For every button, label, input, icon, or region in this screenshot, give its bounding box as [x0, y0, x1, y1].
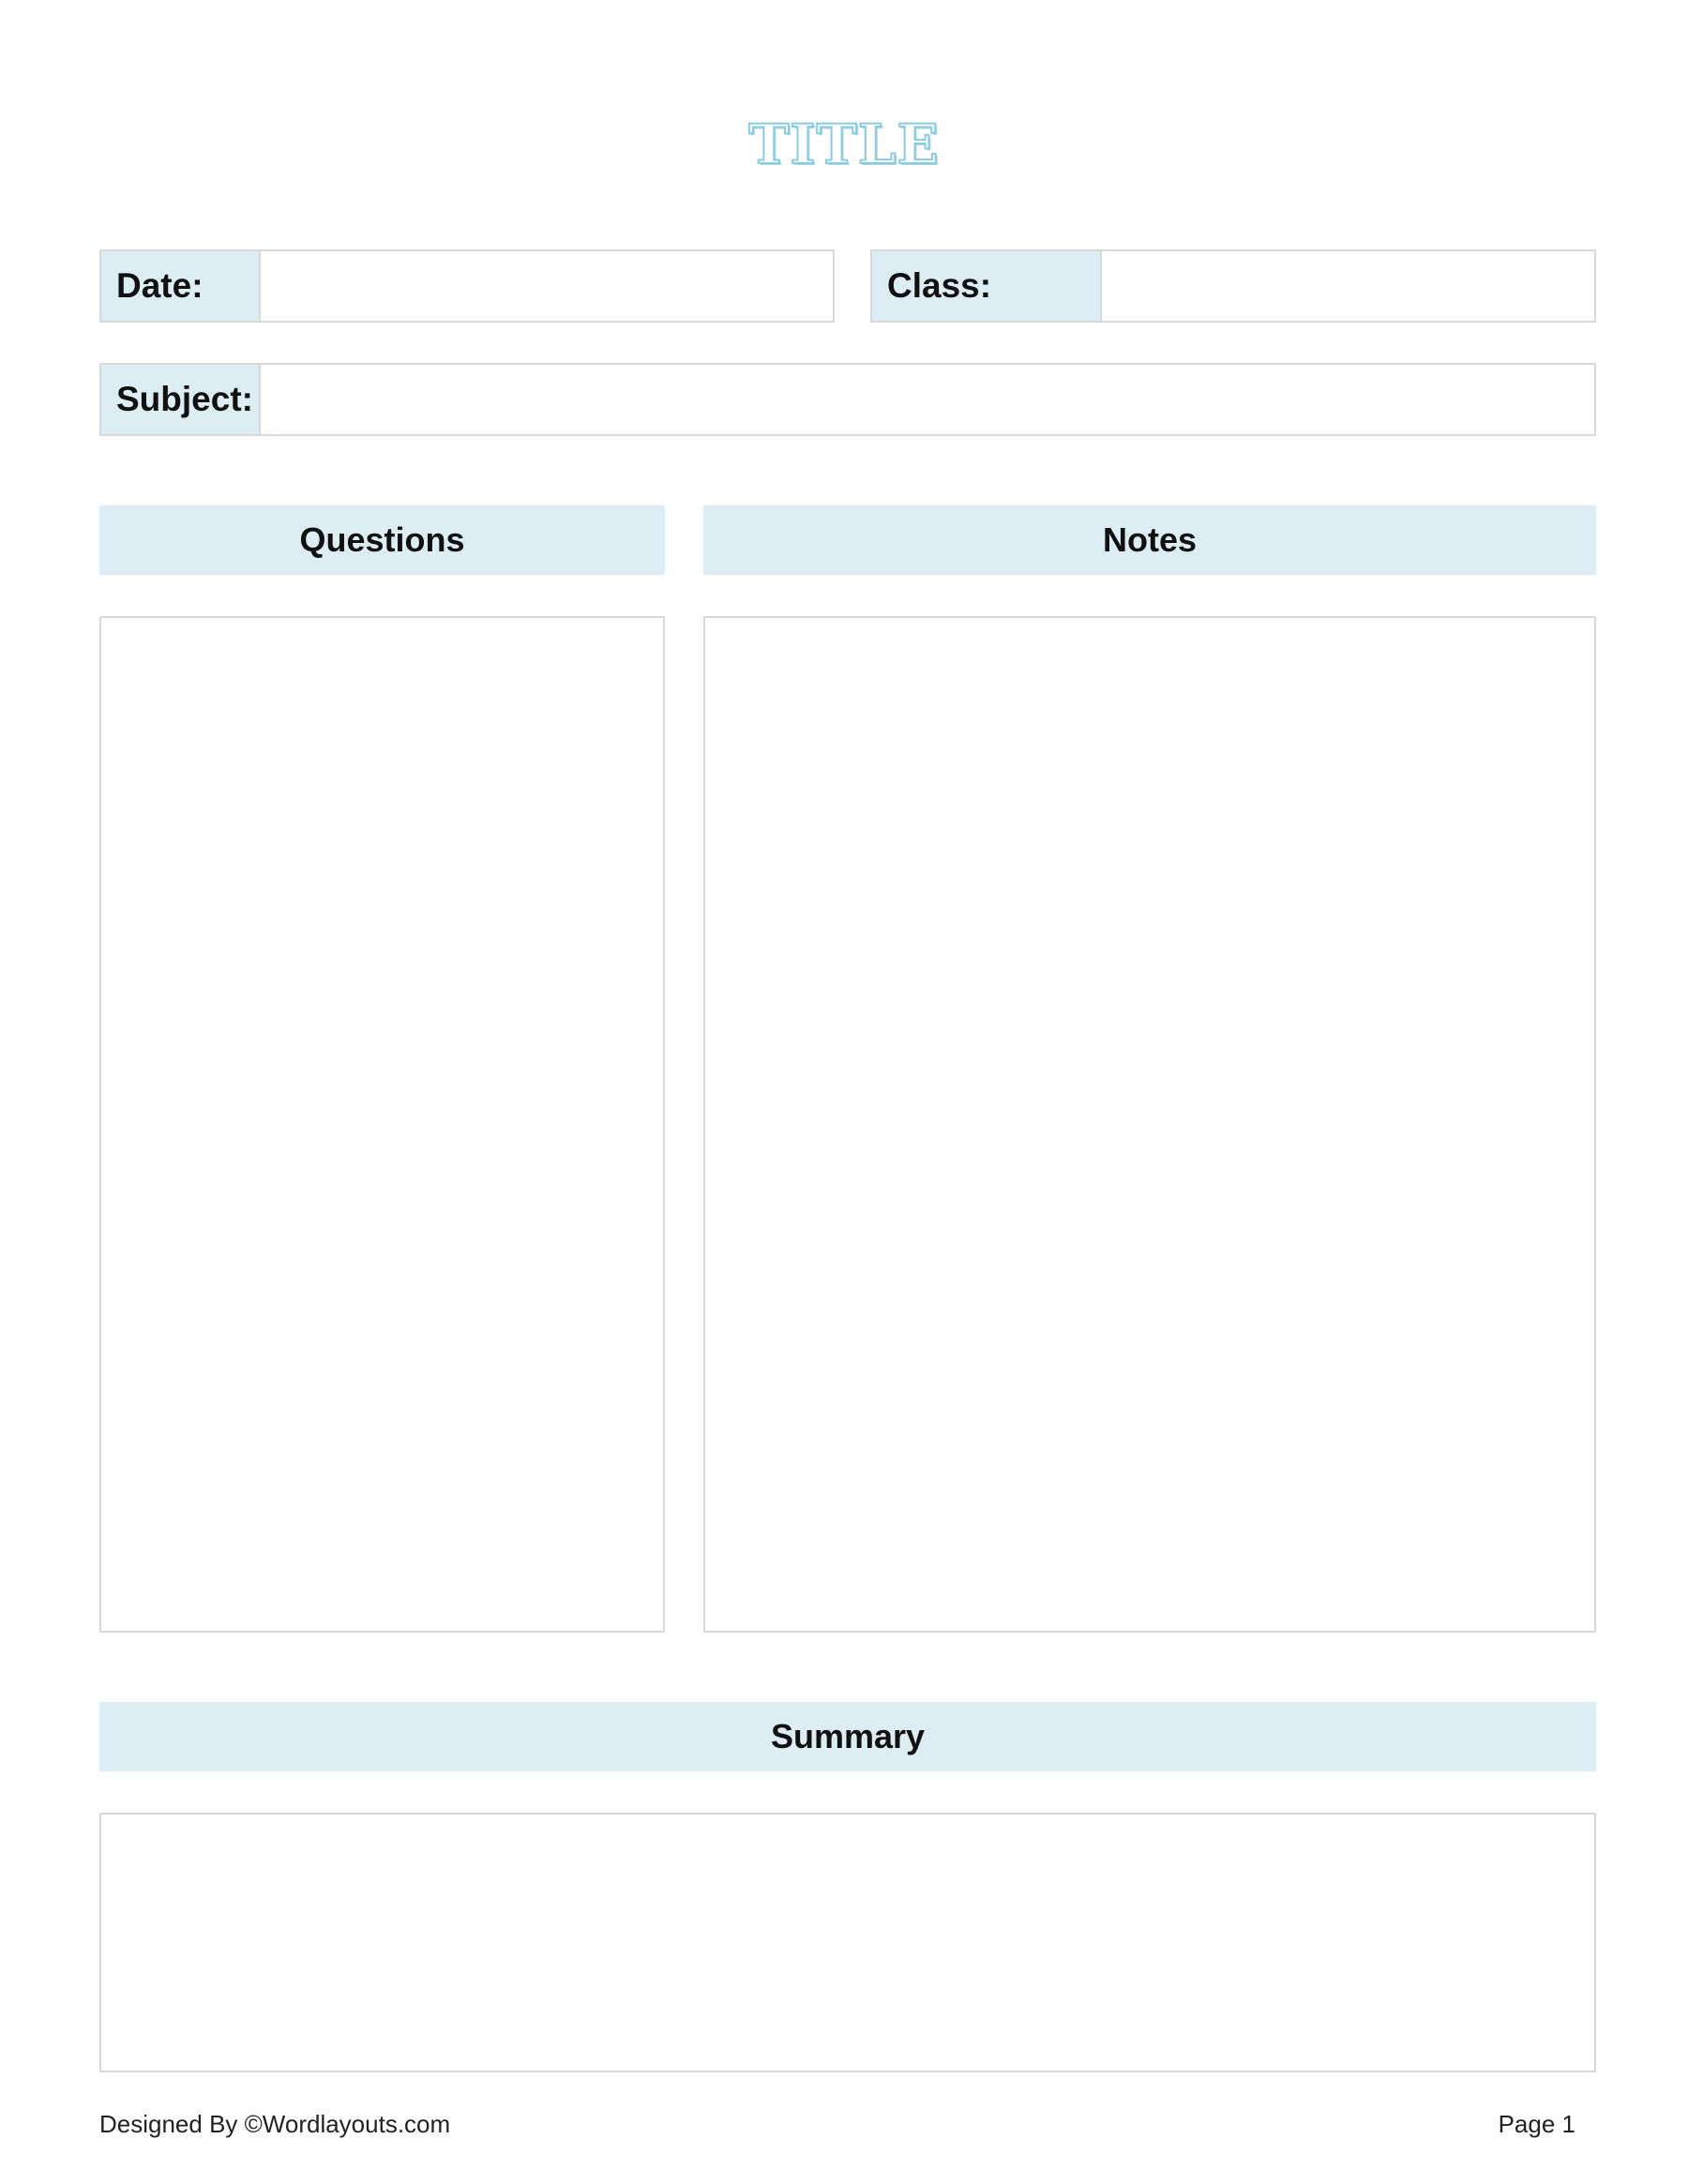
subject-field: [99, 363, 1596, 436]
class-input[interactable]: [1102, 251, 1594, 321]
class-label: Class:: [872, 251, 1102, 321]
date-input[interactable]: [261, 251, 833, 321]
summary-area[interactable]: [99, 1813, 1596, 2072]
questions-area[interactable]: [99, 616, 665, 1633]
notes-area[interactable]: [703, 616, 1596, 1633]
subject-label: Subject:: [101, 365, 261, 434]
footer-designer: Designed By ©Wordlayouts.com: [99, 2110, 451, 2138]
subject-input[interactable]: [261, 365, 1594, 434]
questions-header: Questions: [99, 505, 665, 575]
date-label: Date:: [101, 251, 261, 321]
date-field: [99, 249, 835, 323]
class-field: [870, 249, 1596, 323]
summary-header: Summary: [99, 1702, 1596, 1771]
notes-header: Notes: [703, 505, 1596, 575]
footer-page-number: Page 1: [1498, 2110, 1575, 2138]
page-title: TITLE: [748, 113, 940, 176]
